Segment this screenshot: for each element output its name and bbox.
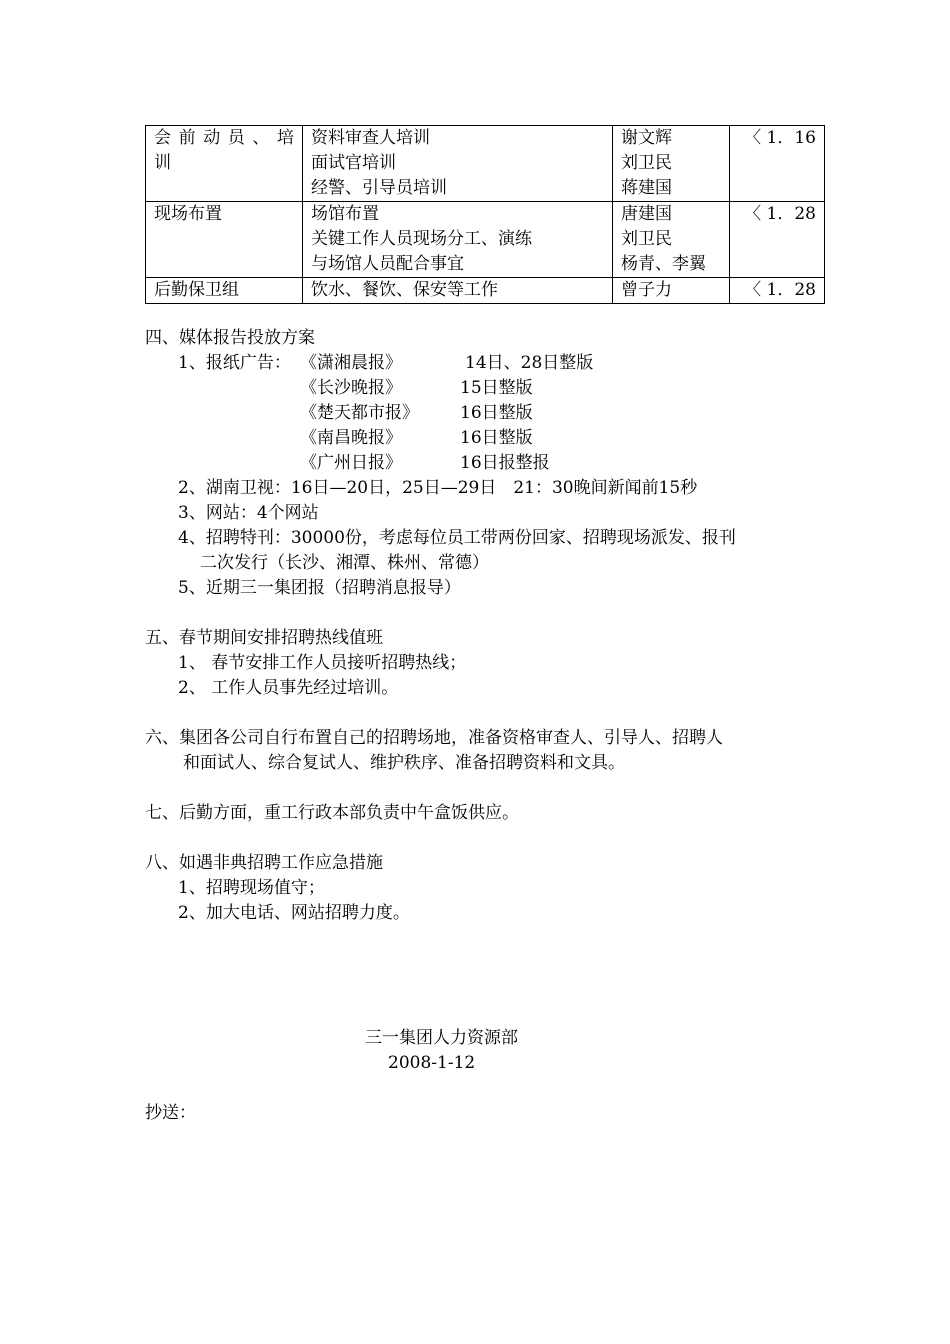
list-item: 1、 春节安排工作人员接听招聘热线；: [178, 653, 467, 673]
newspaper-schedule: 16日整版: [460, 428, 533, 448]
section-heading: 五、春节期间安排招聘热线值班: [145, 628, 383, 648]
task-cell: [146, 202, 303, 278]
newspaper-name: 《南昌晚报》: [300, 428, 402, 448]
newspaper-schedule: 16日报整报: [460, 453, 550, 473]
item-text: 经警、引导员培训: [311, 178, 447, 198]
newspaper-schedule: 14日、28日整版: [465, 353, 594, 373]
person-text: 唐建国: [621, 204, 672, 224]
newspaper-name: 《长沙晚报》: [300, 378, 402, 398]
date-cell: 〈 1．28: [730, 278, 825, 304]
task-text: 现场布置: [154, 204, 222, 224]
date-cell: 〈 1．16: [730, 126, 825, 202]
schedule-table: [145, 125, 825, 304]
list-item-label: 1、报纸广告：: [178, 353, 291, 373]
items-cell: [303, 126, 613, 202]
item-text: 资料审查人培训: [311, 128, 430, 148]
table-row: [146, 278, 825, 304]
newspaper-name: 《潇湘晨报》: [300, 353, 402, 373]
people-cell: [613, 202, 730, 278]
date-cell: 〈 1．28: [730, 202, 825, 278]
people-cell: [613, 126, 730, 202]
newspaper-schedule: 16日整版: [460, 403, 533, 423]
task-cell: [146, 126, 303, 202]
people-cell: [613, 278, 730, 304]
item-text: 关键工作人员现场分工、演练: [311, 229, 532, 249]
person-text: 曾子力: [621, 280, 672, 300]
table-row: [146, 202, 825, 278]
signature-date: 2008-1-12: [388, 1053, 476, 1073]
task-text: 训: [154, 153, 171, 173]
table-row: [146, 126, 825, 202]
item-text: 场馆布置: [311, 204, 379, 224]
items-cell: [303, 202, 613, 278]
section-heading: 四、媒体报告投放方案: [145, 328, 315, 348]
section-paragraph: 六、集团各公司自行布置自己的招聘场地，准备资格审查人、引导人、招聘人: [145, 728, 723, 748]
items-cell: [303, 278, 613, 304]
item-text: 面试官培训: [311, 153, 396, 173]
newspaper-name: 《楚天都市报》: [300, 403, 419, 423]
list-item: 2、加大电话、网站招聘力度。: [178, 903, 410, 923]
cc-label: 抄送：: [145, 1103, 196, 1123]
person-text: 谢文辉: [621, 128, 672, 148]
person-text: 蒋建国: [621, 178, 672, 198]
task-text: 会前动员、培: [154, 128, 294, 148]
person-text: 刘卫民: [621, 229, 672, 249]
list-item-continuation: 二次发行（长沙、湘潭、株州、常德）: [200, 553, 489, 573]
section-heading: 八、如遇非典招聘工作应急措施: [145, 853, 383, 873]
person-text: 杨青、李翼: [621, 254, 706, 274]
list-item: 4、招聘特刊：30000份，考虑每位员工带两份回家、招聘现场派发、报刊: [178, 528, 736, 548]
section-paragraph-continuation: 和面试人、综合复试人、维护秩序、准备招聘资料和文具。: [183, 753, 625, 773]
list-item: 2、湖南卫视：16日—20日，25日—29日 21：30晚间新闻前15秒: [178, 478, 698, 498]
signature-org: 三一集团人力资源部: [365, 1028, 518, 1048]
list-item: 3、网站：4个网站: [178, 503, 319, 523]
list-item: 1、招聘现场值守；: [178, 878, 325, 898]
task-text: 后勤保卫组: [154, 280, 239, 300]
item-text: 与场馆人员配合事宜: [311, 254, 464, 274]
list-item: 2、 工作人员事先经过培训。: [178, 678, 399, 698]
task-cell: [146, 278, 303, 304]
newspaper-schedule: 15日整版: [460, 378, 533, 398]
person-text: 刘卫民: [621, 153, 672, 173]
newspaper-name: 《广州日报》: [300, 453, 402, 473]
section-paragraph: 七、后勤方面，重工行政本部负责中午盒饭供应。: [145, 803, 519, 823]
item-text: 饮水、餐饮、保安等工作: [311, 280, 498, 300]
list-item: 5、近期三一集团报（招聘消息报导）: [178, 578, 461, 598]
